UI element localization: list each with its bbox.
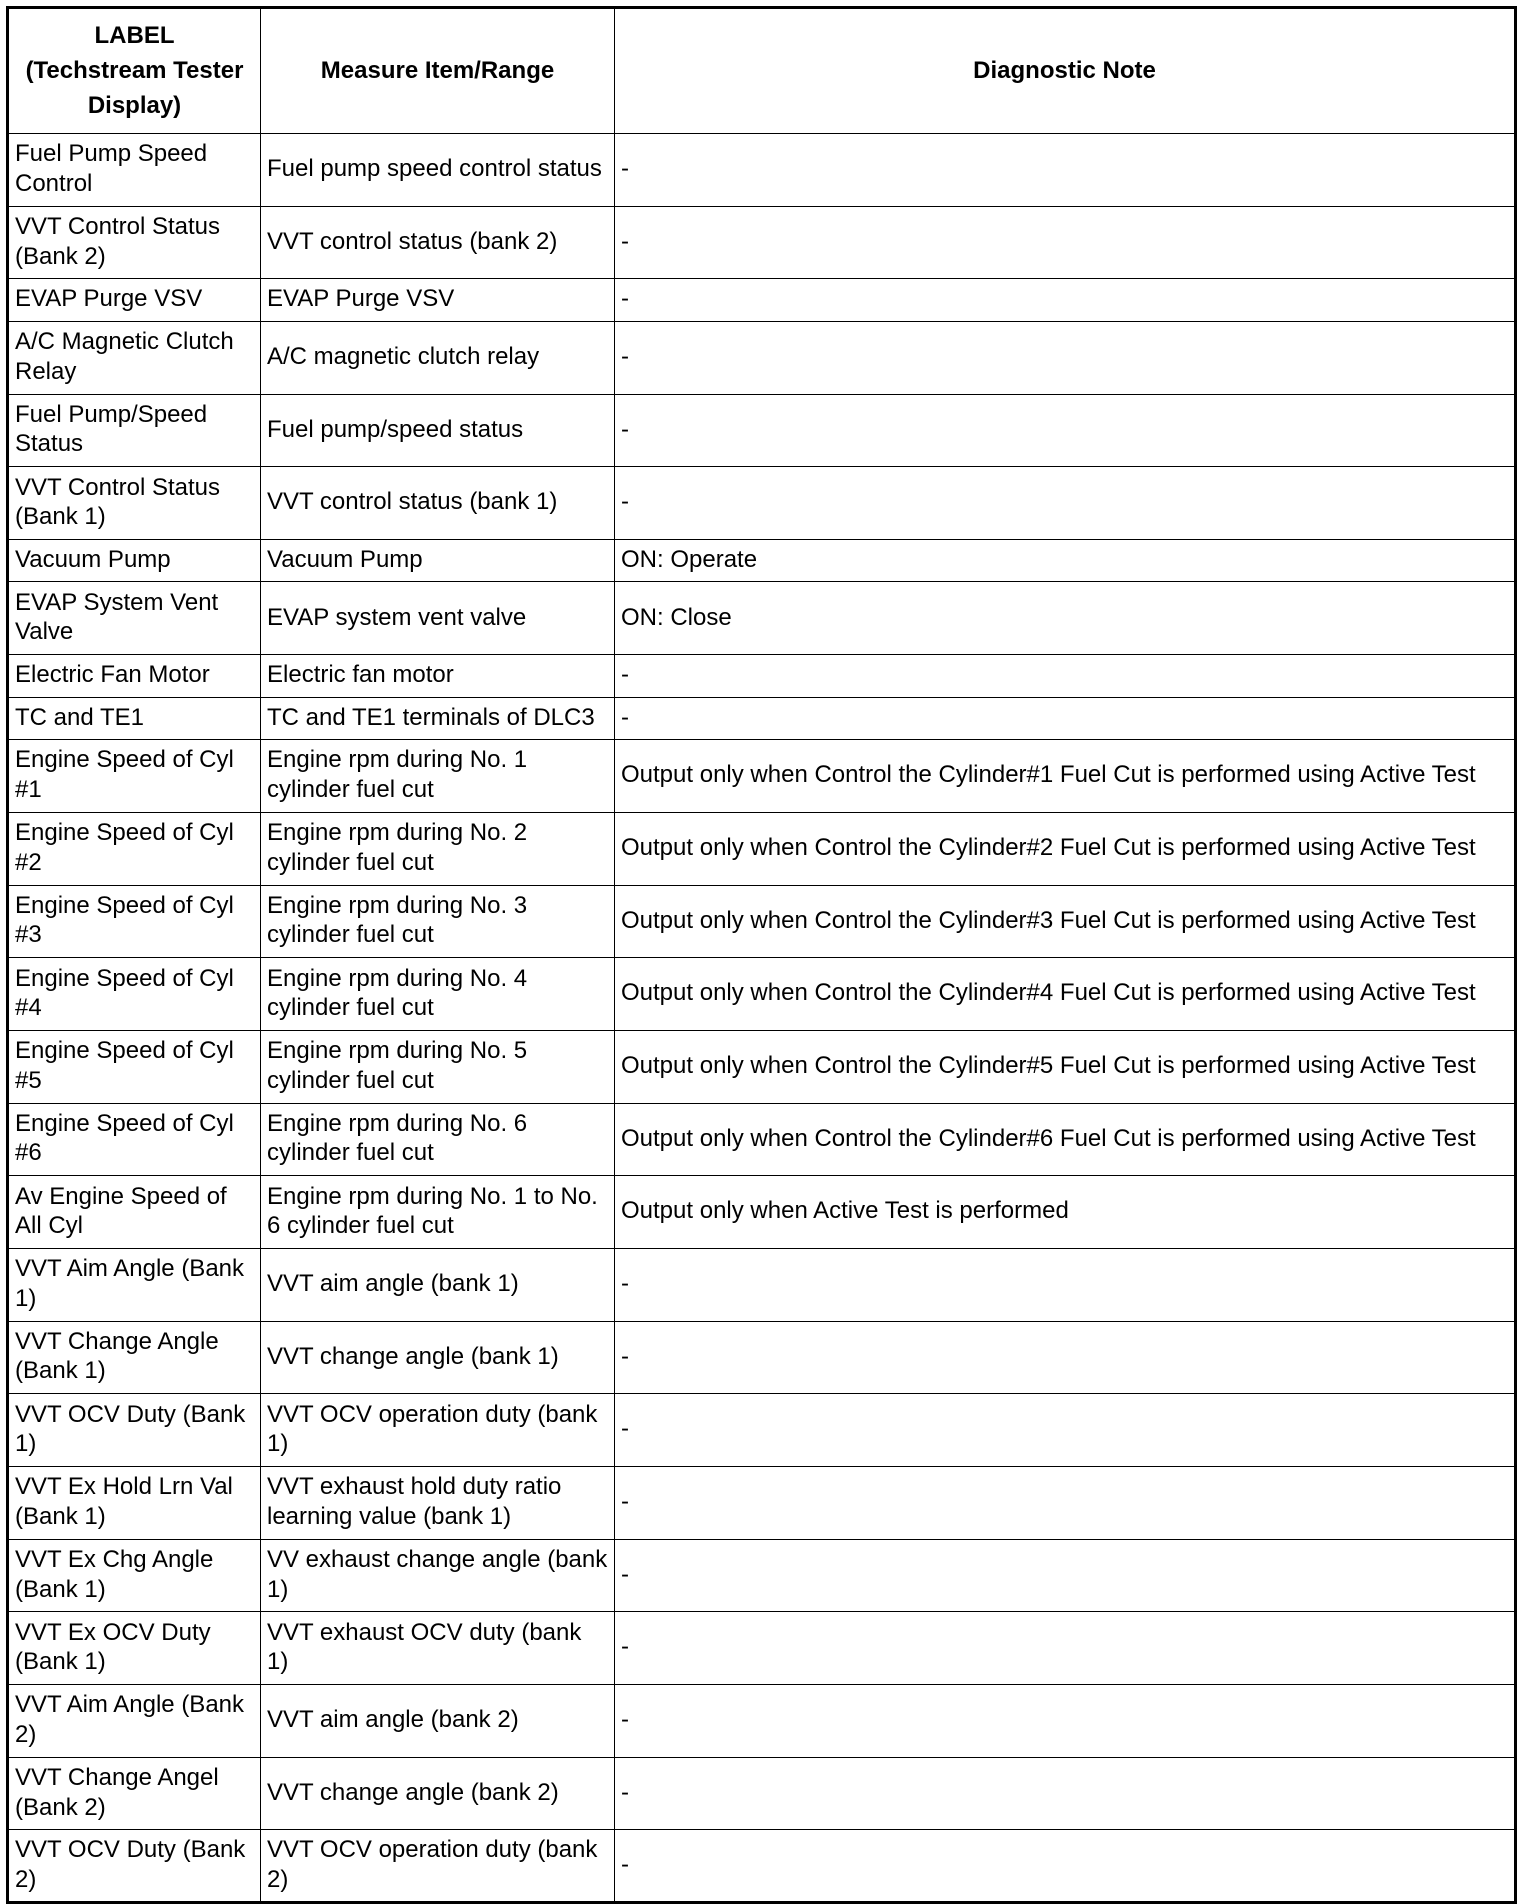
cell-note: - [615, 467, 1516, 540]
cell-note: - [615, 1321, 1516, 1394]
cell-label: VVT Control Status (Bank 1) [8, 467, 261, 540]
cell-note: - [615, 697, 1516, 740]
table-row [8, 394, 1516, 467]
cell-note: - [615, 1685, 1516, 1758]
cell-note: Output only when Control the Cylinder#2 Fuel Cut is performed using Active Test [615, 812, 1516, 885]
data-list-table [6, 6, 1517, 1904]
cell-label: VVT Change Angel (Bank 2) [8, 1757, 261, 1830]
table-row [8, 1176, 1516, 1249]
table-row [8, 467, 1516, 540]
table-row [8, 1757, 1516, 1830]
cell-measure: VVT change angle (bank 2) [261, 1757, 615, 1830]
cell-measure: VVT aim angle (bank 1) [261, 1248, 615, 1321]
cell-label: Fuel Pump/Speed Status [8, 394, 261, 467]
cell-label: Av Engine Speed of All Cyl [8, 1176, 261, 1249]
cell-measure: VVT change angle (bank 1) [261, 1321, 615, 1394]
table-row [8, 539, 1516, 582]
table-row [8, 1321, 1516, 1394]
cell-measure: VVT control status (bank 1) [261, 467, 615, 540]
table-row [8, 206, 1516, 279]
cell-measure: Fuel pump speed control status [261, 134, 615, 207]
table-row [8, 655, 1516, 698]
cell-measure: VVT exhaust hold duty ratio learning value (bank 1) [261, 1467, 615, 1540]
cell-note: Output only when Control the Cylinder#1 Fuel Cut is performed using Active Test [615, 740, 1516, 813]
cell-measure: Fuel pump/speed status [261, 394, 615, 467]
cell-label: VVT Ex OCV Duty (Bank 1) [8, 1612, 261, 1685]
header-label-line1: LABEL [94, 21, 175, 49]
cell-measure: VVT exhaust OCV duty (bank 1) [261, 1612, 615, 1685]
table-row [8, 1830, 1516, 1903]
cell-label: VVT OCV Duty (Bank 1) [8, 1394, 261, 1467]
table-row [8, 1685, 1516, 1758]
cell-label: EVAP System Vent Valve [8, 582, 261, 655]
cell-note: ON: Operate [615, 539, 1516, 582]
cell-note: - [615, 655, 1516, 698]
cell-note: - [615, 1467, 1516, 1540]
cell-label: Engine Speed of Cyl #3 [8, 885, 261, 958]
cell-label: VVT Ex Chg Angle (Bank 1) [8, 1539, 261, 1612]
cell-label: TC and TE1 [8, 697, 261, 740]
cell-measure: A/C magnetic clutch relay [261, 321, 615, 394]
header-label [8, 8, 261, 134]
table-row [8, 1248, 1516, 1321]
cell-measure: Electric fan motor [261, 655, 615, 698]
cell-measure: VVT aim angle (bank 2) [261, 1685, 615, 1758]
cell-measure: Engine rpm during No. 5 cylinder fuel cut [261, 1030, 615, 1103]
cell-label: VVT OCV Duty (Bank 2) [8, 1830, 261, 1903]
cell-note: - [615, 1394, 1516, 1467]
cell-label: Engine Speed of Cyl #2 [8, 812, 261, 885]
cell-measure: Engine rpm during No. 2 cylinder fuel cut [261, 812, 615, 885]
cell-note: - [615, 1539, 1516, 1612]
table-row [8, 1612, 1516, 1685]
cell-measure: VV exhaust change angle (bank 1) [261, 1539, 615, 1612]
cell-label: VVT Ex Hold Lrn Val (Bank 1) [8, 1467, 261, 1540]
cell-label: Engine Speed of Cyl #5 [8, 1030, 261, 1103]
table-row [8, 958, 1516, 1031]
cell-label: Fuel Pump Speed Control [8, 134, 261, 207]
cell-label: VVT Aim Angle (Bank 2) [8, 1685, 261, 1758]
cell-note: Output only when Control the Cylinder#4 Fuel Cut is performed using Active Test [615, 958, 1516, 1031]
cell-measure: VVT control status (bank 2) [261, 206, 615, 279]
cell-note: ON: Close [615, 582, 1516, 655]
cell-measure: Engine rpm during No. 1 to No. 6 cylinder fuel cut [261, 1176, 615, 1249]
cell-label: A/C Magnetic Clutch Relay [8, 321, 261, 394]
table-row [8, 1394, 1516, 1467]
table-row [8, 740, 1516, 813]
cell-note: - [615, 1757, 1516, 1830]
data-list-table-container [6, 6, 1514, 1904]
cell-label: VVT Aim Angle (Bank 1) [8, 1248, 261, 1321]
cell-label: EVAP Purge VSV [8, 279, 261, 322]
table-row [8, 1539, 1516, 1612]
cell-note: Output only when Control the Cylinder#6 Fuel Cut is performed using Active Test [615, 1103, 1516, 1176]
header-measure: Measure Item/Range [261, 8, 615, 134]
cell-note: - [615, 394, 1516, 467]
cell-note: - [615, 134, 1516, 207]
cell-note: - [615, 1248, 1516, 1321]
table-row [8, 697, 1516, 740]
cell-measure: EVAP system vent valve [261, 582, 615, 655]
cell-note: Output only when Active Test is performed [615, 1176, 1516, 1249]
table-row [8, 1103, 1516, 1176]
cell-measure: Engine rpm during No. 6 cylinder fuel cut [261, 1103, 615, 1176]
table-row [8, 885, 1516, 958]
cell-label: Vacuum Pump [8, 539, 261, 582]
table-row [8, 582, 1516, 655]
table-row [8, 812, 1516, 885]
table-row [8, 1467, 1516, 1540]
table-header-row [8, 8, 1516, 134]
cell-label: Engine Speed of Cyl #4 [8, 958, 261, 1031]
cell-measure: Engine rpm during No. 3 cylinder fuel cut [261, 885, 615, 958]
cell-label: Engine Speed of Cyl #6 [8, 1103, 261, 1176]
cell-note: - [615, 1830, 1516, 1903]
cell-note: Output only when Control the Cylinder#5 Fuel Cut is performed using Active Test [615, 1030, 1516, 1103]
cell-measure: Engine rpm during No. 1 cylinder fuel cut [261, 740, 615, 813]
cell-label: VVT Change Angle (Bank 1) [8, 1321, 261, 1394]
header-note: Diagnostic Note [615, 8, 1516, 134]
table-row [8, 134, 1516, 207]
cell-note: - [615, 279, 1516, 322]
table-row [8, 1030, 1516, 1103]
cell-label: Engine Speed of Cyl #1 [8, 740, 261, 813]
cell-note: - [615, 206, 1516, 279]
cell-measure: EVAP Purge VSV [261, 279, 615, 322]
cell-note: - [615, 1612, 1516, 1685]
cell-measure: VVT OCV operation duty (bank 2) [261, 1830, 615, 1903]
table-row [8, 279, 1516, 322]
table-row [8, 321, 1516, 394]
cell-label: VVT Control Status (Bank 2) [8, 206, 261, 279]
cell-measure: VVT OCV operation duty (bank 1) [261, 1394, 615, 1467]
cell-note: Output only when Control the Cylinder#3 Fuel Cut is performed using Active Test [615, 885, 1516, 958]
cell-measure: Engine rpm during No. 4 cylinder fuel cut [261, 958, 615, 1031]
header-label-line2: (Techstream Tester Display) [25, 56, 244, 119]
cell-measure: TC and TE1 terminals of DLC3 [261, 697, 615, 740]
cell-measure: Vacuum Pump [261, 539, 615, 582]
cell-label: Electric Fan Motor [8, 655, 261, 698]
cell-note: - [615, 321, 1516, 394]
